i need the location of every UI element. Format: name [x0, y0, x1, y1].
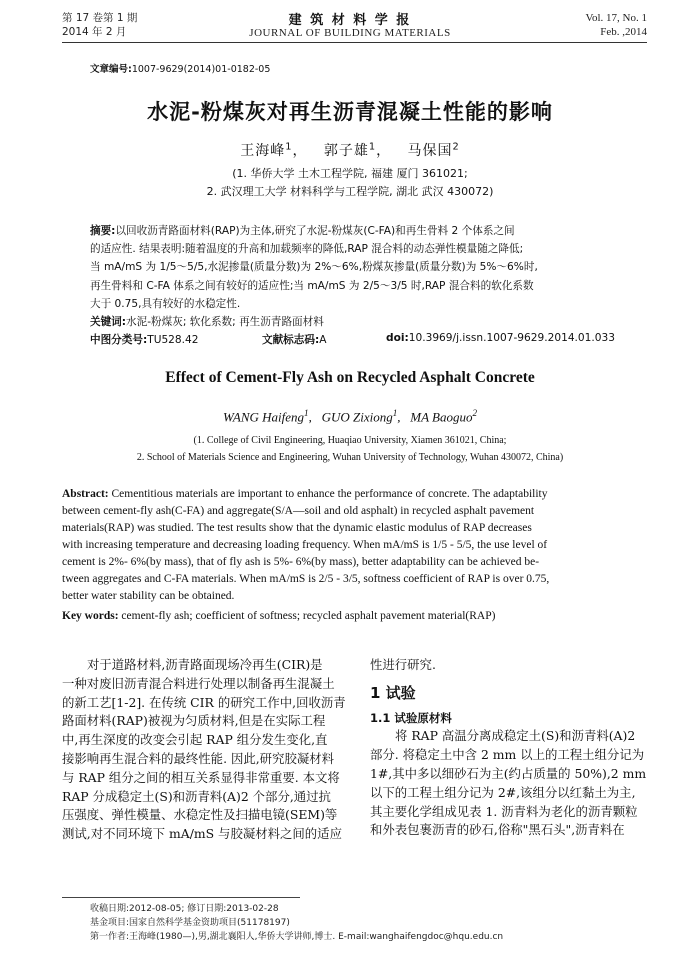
affiliation-en-1: (1. College of Civil Engineering, Huaqiao University, Xiamen 361021, China;	[193, 435, 507, 446]
abstract-cn-line: 再生骨料和 C-FA 体系之间有较好的适应性;当 mA/mS 为 2/5～3/5 时,RAP 混合料的软化系数	[90, 279, 534, 292]
abstract-en-line: tween aggregates and C-FA materials. When mA/mS is 2/5 - 3/5, softness coefficient of RAP is over 0.75,	[62, 573, 550, 585]
clc-number	[90, 332, 199, 347]
abstract-en-line: with increasing temperature and decreasing loading frequency. When mA/mS is 1/5 - 5/5, the use level of	[62, 539, 548, 551]
abstract-en-line: cement is 2%- 6%(by mass), that of fly ash is 5%- 6%(by mass), better adaptability can be achieved be-	[62, 556, 540, 568]
body-line: 一种对废旧沥青混合料进行处理以制备再生混凝土	[62, 675, 335, 691]
affiliations-en	[0, 432, 700, 466]
article-number-value: 1007-9629(2014)01-0182-05	[131, 64, 271, 75]
clc-value: TU528.42	[147, 334, 199, 346]
author-cn-3-mark: 2	[452, 141, 460, 153]
doi	[386, 332, 615, 344]
clc-label: 中图分类号:	[90, 334, 148, 346]
abstract-cn-line: 当 mA/mS 为 1/5～5/5,水泥掺量(质量分数)为 2%～6%,粉煤灰掺量(质量分数)为 5%～6%时,	[90, 261, 538, 274]
abstract-en-line: materials(RAP) was studied. The test results show that the dynamic elastic modulus of RAP decreases	[62, 522, 532, 534]
body-line: 将 RAP 高温分离成稳定土(S)和沥青料(A)2	[395, 728, 636, 744]
authors-en: WANG Haifeng$^1$, GUO Zixiong$^1$, MA Baoguo$^2$	[222, 408, 478, 425]
author-en-1-mark: 1	[304, 408, 309, 418]
authors-cn	[0, 140, 700, 160]
author-cn-2-mark: 1	[368, 141, 377, 153]
doc-code-label: 文献标志码:	[262, 334, 320, 346]
body-line: 其主要化学组成见表 1. 沥青料为老化的沥青颗粒	[370, 803, 638, 819]
author-cn-2: 郭子雄	[323, 143, 369, 159]
author-en-3: MA Baoguo	[410, 409, 473, 425]
footnote-rule	[62, 897, 300, 898]
affiliation-en-2: 2. School of Materials Science and Engineering, Wuhan University of Technology, Wuhan 430072, China)	[136, 452, 564, 463]
author-en-2: GUO Zixiong	[321, 409, 393, 425]
keywords-en	[62, 608, 647, 625]
journal-title-cn: 建 筑 材 料 学 报	[288, 13, 412, 28]
body-line: 部分. 将稳定土中含 2 mm 以上的工程土组分记为	[370, 747, 645, 763]
affiliation-cn-2: 2. 武汉理工大学 材料科学与工程学院, 湖北 武汉 430072)	[206, 185, 494, 198]
keywords-cn	[90, 314, 324, 329]
body-line: 测试,对不同环境下 mA/mS 与胶凝材料之间的适应	[62, 826, 342, 842]
footnote-funding: 基金项目:国家自然科学基金资助项目(51178197)	[90, 918, 290, 928]
doi-value: 10.3969/j.issn.1007-9629.2014.01.033	[408, 332, 615, 344]
body-column-right	[370, 656, 647, 840]
footnotes	[90, 902, 650, 944]
author-sep: ，	[376, 143, 392, 159]
author-en-1: WANG Haifeng	[222, 409, 305, 425]
body-column-left	[62, 656, 349, 844]
article-number	[90, 61, 270, 75]
subsection-heading: 1.1 试验原材料	[370, 710, 452, 725]
document-code	[262, 332, 326, 347]
body-line: 对于道路材料,沥青路面现场冷再生(CIR)是	[87, 657, 323, 672]
body-line: 路面材料(RAP)被视为匀质材料,但是在实际工程	[62, 713, 326, 729]
title-en: Effect of Cement-Fly Ash on Recycled Asphalt Concrete	[165, 369, 535, 386]
abstract-en-label: Abstract:	[62, 488, 109, 500]
abstract-en	[62, 486, 647, 605]
abstract-cn-line: 的适应性. 结果表明:随着温度的升高和加载频率的降低,RAP 混合料的动态弹性模量随之降低;	[90, 243, 524, 256]
journal-title-en: JOURNAL OF BUILDING MATERIALS	[249, 27, 451, 39]
abstract-cn-line: 摘要:以回收沥青路面材料(RAP)为主体,研究了水泥-粉煤灰(C-FA)和再生骨料 2 个体系之间	[90, 225, 515, 237]
header-rule	[62, 42, 647, 43]
body-line: 接影响再生混合料的最终性能. 因此,研究胶凝材料	[62, 750, 335, 766]
body-line: 与 RAP 组分之间的相互关系显得非常重要. 本文将	[62, 769, 340, 785]
author-cn-1: 王海峰	[240, 143, 286, 159]
affiliation-cn-1: (1. 华侨大学 土木工程学院, 福建 厦门 361021;	[232, 167, 468, 180]
keywords-en-value: cement-fly ash; coefficient of softness; recycled asphalt pavement material(RAP)	[121, 610, 496, 622]
body-line: 1#,其中多以细砂石为主(约占质量的 50%),2 mm	[370, 765, 647, 781]
date-en: Feb. ,2014	[600, 26, 647, 38]
keywords-en-label: Key words:	[62, 610, 119, 622]
body-line: 和外表包裹沥青的砂石,俗称"黑石头",沥青料在	[370, 822, 625, 838]
body-line: 中,再生深度的改变会引起 RAP 组分发生变化,直	[62, 732, 328, 748]
title-cn: 水泥-粉煤灰对再生沥青混凝土性能的影响	[147, 100, 553, 124]
abstract-cn	[90, 222, 643, 313]
article-number-label: 文章编号:	[90, 64, 132, 75]
abstract-en-line: better water stability can be obtained.	[62, 590, 235, 602]
footnote-received: 收稿日期:2012-08-05; 修订日期:2013-02-28	[90, 904, 279, 914]
date-cn: 2014 年 2 月	[62, 26, 127, 38]
keywords-cn-label: 关键词:	[90, 316, 127, 328]
section-heading: 1 试验	[370, 683, 416, 702]
affiliations-cn	[0, 165, 700, 201]
body-line: 以下的工程土组分记为 2#,该组分以红黏土为主,	[370, 784, 636, 800]
volume-issue-cn: 第 17 卷第 1 期	[62, 12, 138, 24]
keywords-cn-value: 水泥-粉煤灰; 软化系数; 再生沥青路面材料	[126, 316, 324, 328]
author-cn-1-mark: 1	[285, 141, 293, 153]
author-en-2-mark: 1	[392, 408, 398, 418]
volume-issue-en: Vol. 17, No. 1	[585, 12, 647, 24]
body-line: 的新工艺[1-2]. 在传统 CIR 的研究工作中,回收沥青	[62, 694, 346, 710]
abstract-en-line: Abstract: Cementitious materials are important to enhance the performance of concrete. The adaptability	[62, 488, 548, 500]
author-sep: ，	[292, 143, 308, 159]
footnote-author: 第一作者:王海峰(1980—),男,湖北襄阳人,华侨大学讲师,博士. E-mail:wanghaifengdoc@hqu.edu.cn	[90, 932, 504, 942]
body-line: 压强度、弹性模量、水稳定性及扫描电镜(SEM)等	[62, 807, 338, 823]
author-cn-3: 马保国	[407, 143, 453, 159]
abstract-cn-label: 摘要:	[90, 225, 116, 237]
doi-label: doi:	[386, 332, 409, 344]
abstract-cn-line: 大于 0.75,具有较好的水稳定性.	[90, 297, 241, 310]
doc-code-value: A	[319, 334, 327, 346]
author-en-3-mark: 2	[472, 408, 478, 418]
abstract-en-line: between cement-fly ash(C-FA) and aggregate(S/A—soil and old asphalt) in recycled asphalt pavement	[62, 505, 535, 517]
body-line: 性进行研究.	[370, 657, 436, 672]
body-line: RAP 分成稳定土(S)和沥青料(A)2 个部分,通过抗	[62, 788, 331, 804]
